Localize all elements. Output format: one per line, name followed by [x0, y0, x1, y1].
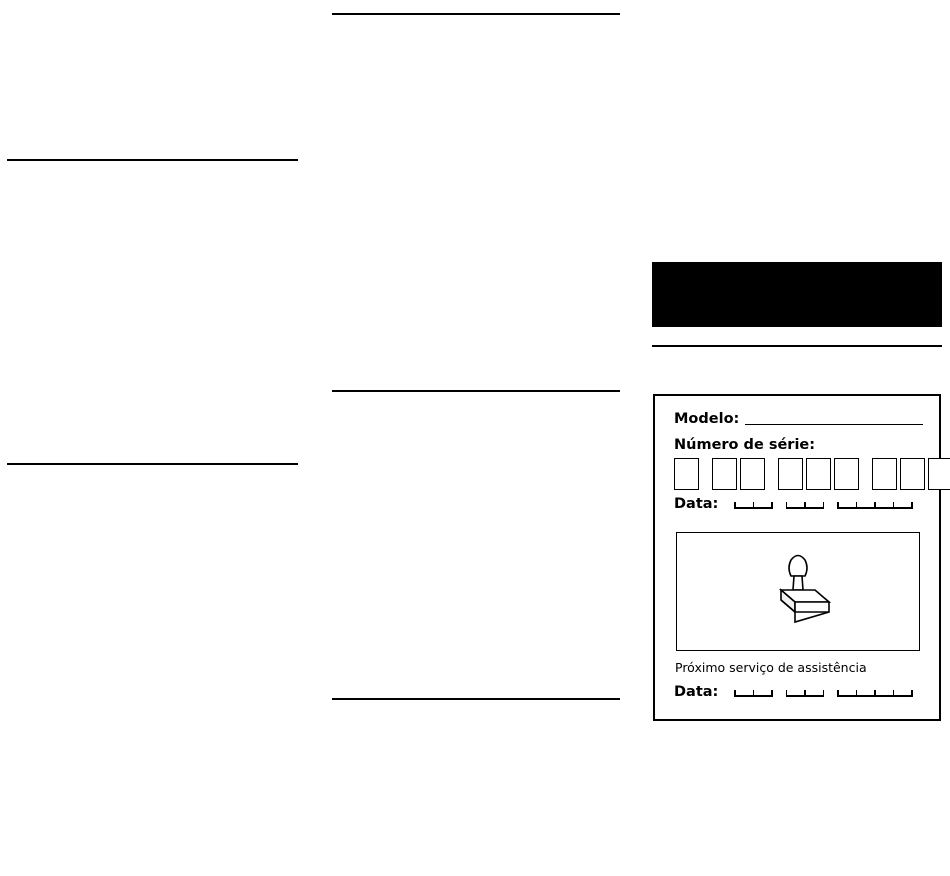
rubber-stamp-icon [750, 542, 846, 642]
next-service-date-row [674, 685, 913, 700]
serial-char-box[interactable] [900, 458, 925, 490]
segment-line [894, 695, 911, 697]
date-group-month[interactable] [786, 690, 825, 697]
serial-char-box[interactable] [740, 458, 765, 490]
service-record-box [653, 394, 941, 721]
date-group-year[interactable] [837, 502, 913, 509]
date-field-marks[interactable] [734, 502, 913, 509]
segment-line [876, 507, 893, 509]
segment-line [806, 695, 823, 697]
segment-line [736, 507, 753, 509]
segment-line [857, 507, 874, 509]
date-field-marks[interactable] [734, 690, 913, 697]
black-header-bar [652, 262, 942, 327]
segment-line [736, 695, 753, 697]
date-group-day[interactable] [734, 502, 773, 509]
date-label: Data: [674, 684, 719, 700]
model-field-row [674, 412, 923, 427]
date-group-day[interactable] [734, 690, 773, 697]
serial-char-box[interactable] [674, 458, 699, 490]
purchase-date-row [674, 497, 913, 512]
rule-lower-center [332, 698, 620, 700]
model-write-line[interactable] [745, 424, 923, 425]
serial-char-box[interactable] [806, 458, 831, 490]
date-label: Data: [674, 496, 719, 512]
model-label: Modelo: [674, 411, 740, 427]
tick-mark [771, 690, 773, 697]
serial-char-box[interactable] [872, 458, 897, 490]
segment-line [894, 507, 911, 509]
tick-mark [823, 690, 825, 697]
serial-number-boxes[interactable] [674, 458, 950, 490]
segment-line [857, 695, 874, 697]
rule-mid-left [7, 463, 298, 465]
tick-mark [911, 502, 913, 509]
segment-line [876, 695, 893, 697]
next-service-caption: Próximo serviço de assistência [675, 660, 867, 675]
segment-line [839, 507, 856, 509]
dealer-stamp-area[interactable] [676, 532, 920, 651]
rule-under-black-bar [652, 345, 942, 347]
serial-char-box[interactable] [712, 458, 737, 490]
segment-line [806, 507, 823, 509]
tick-mark [771, 502, 773, 509]
rule-mid-center [332, 390, 620, 392]
segment-line [839, 695, 856, 697]
segment-line [787, 507, 804, 509]
serial-char-box[interactable] [834, 458, 859, 490]
segment-line [787, 695, 804, 697]
tick-mark [823, 502, 825, 509]
tick-mark [911, 690, 913, 697]
rule-upper-left [7, 159, 298, 161]
serial-char-box[interactable] [778, 458, 803, 490]
rule-top-center [332, 13, 620, 15]
date-group-month[interactable] [786, 502, 825, 509]
serial-char-box[interactable] [928, 458, 950, 490]
segment-line [754, 695, 771, 697]
serial-number-label: Número de série: [674, 437, 816, 453]
segment-line [754, 507, 771, 509]
date-group-year[interactable] [837, 690, 913, 697]
